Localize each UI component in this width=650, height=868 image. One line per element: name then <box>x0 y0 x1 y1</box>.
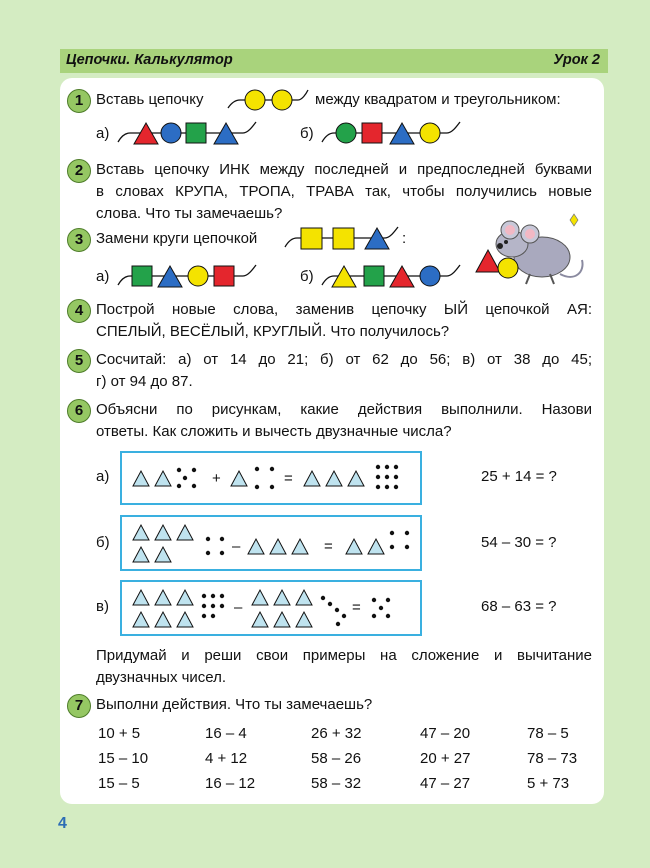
task-6-row-c-picture <box>120 580 422 636</box>
task-7-expr: 58 – 26 <box>311 750 362 767</box>
chain-3b <box>322 263 462 291</box>
task-3-b-label: б) <box>300 268 314 285</box>
task-6-line-1: Объясни по рисункам, какие действия выполнили. Назови <box>96 401 592 418</box>
task-6-row-a-expr: 25 + 14 = ? <box>481 468 557 485</box>
task-5-line-2: г) от 94 до 87. <box>96 373 193 390</box>
task-2-line-2: в словах КРУПА, ТРОПА, ТРАВА так, чтобы получились новые <box>96 183 592 200</box>
task-7-expr: 26 + 32 <box>311 725 362 742</box>
task-5-number: 5 <box>67 349 91 373</box>
task-7-expr: 78 – 5 <box>527 725 569 742</box>
mouse-illustration <box>470 212 590 292</box>
task-6-row-a-label: а) <box>96 468 110 485</box>
task-7-expr: 47 – 20 <box>420 725 471 742</box>
chain-3a <box>118 263 258 291</box>
task-4-number: 4 <box>67 299 91 323</box>
task-2-line-1: Вставь цепочку ИНК между последней и предпоследней буквами <box>96 161 592 178</box>
task-5-line-1: Сосчитай: а) от 14 до 21; б) от 62 до 56; в) от 38 до 45; <box>96 351 592 368</box>
task-3-a-label: а) <box>96 268 110 285</box>
task-7-expr: 10 + 5 <box>98 725 141 742</box>
task-2-line-3: слова. Что ты замечаешь? <box>96 205 283 222</box>
header-lesson: Урок 2 <box>553 52 600 68</box>
task-7-expr: 58 – 32 <box>311 775 362 792</box>
task-7-expr: 78 – 73 <box>527 750 578 767</box>
task-6-row-a-picture <box>120 451 422 505</box>
task-1-a-label: а) <box>96 125 110 142</box>
task-7-expr: 4 + 12 <box>205 750 248 767</box>
task-7-number: 7 <box>67 694 91 718</box>
task-6-row-b-expr: 54 – 30 = ? <box>481 534 557 551</box>
row-b-equals: = <box>324 538 333 555</box>
task-3-colon: : <box>402 230 407 247</box>
task-1-number: 1 <box>67 89 91 113</box>
task-6-row-b-picture <box>120 515 422 571</box>
task-3-text: Замени круги цепочкой <box>96 230 258 247</box>
task-4-line-2: СПЕЛЫЙ, ВЕСЁЛЫЙ, КРУГЛЫЙ. Что получилось? <box>96 323 450 340</box>
task-7-expr: 47 – 27 <box>420 775 471 792</box>
row-c-equals: = <box>352 599 361 616</box>
task-7-expr: 16 – 4 <box>205 725 247 742</box>
chain-yellow-circles <box>228 88 308 114</box>
task-1-text: Вставь цепочку <box>96 91 204 108</box>
task-1-b-label: б) <box>300 125 314 142</box>
task-2-number: 2 <box>67 159 91 183</box>
row-a-plus: + <box>212 470 221 487</box>
header-title: Цепочки. Калькулятор <box>66 52 233 68</box>
task-6-row-c-expr: 68 – 63 = ? <box>481 598 557 615</box>
task-6-after-line-1: Придумай и реши свои примеры на сложение и вычитание <box>96 647 592 664</box>
task-6-row-c-label: в) <box>96 598 109 615</box>
chain-1b <box>322 120 462 148</box>
task-6-after-line-2: двузначных чисел. <box>96 669 227 686</box>
task-1-text-end: между квадратом и треугольником: <box>315 91 561 108</box>
task-7-expr: 20 + 27 <box>420 750 471 767</box>
row-c-minus: – <box>234 599 243 616</box>
task-7-expr: 16 – 12 <box>205 775 256 792</box>
task-6-number: 6 <box>67 399 91 423</box>
task-7-expr: 15 – 5 <box>98 775 140 792</box>
page-header <box>60 49 608 73</box>
row-a-equals: = <box>284 470 293 487</box>
task-7-expr: 5 + 73 <box>527 775 570 792</box>
task-6-line-2: ответы. Как сложить и вычесть двузначные числа? <box>96 423 452 440</box>
task-6-row-b-label: б) <box>96 534 110 551</box>
chain-yellow-squares-triangle <box>285 225 400 253</box>
task-7-expr: 15 – 10 <box>98 750 149 767</box>
task-4-line-1: Построй новые слова, заменив цепочку ЫЙ цепочкой АЯ: <box>96 301 592 318</box>
task-7-text: Выполни действия. Что ты замечаешь? <box>96 696 373 713</box>
page-number: 4 <box>58 815 67 832</box>
row-b-minus: – <box>232 538 241 555</box>
chain-1a <box>118 120 258 148</box>
task-3-number: 3 <box>67 228 91 252</box>
